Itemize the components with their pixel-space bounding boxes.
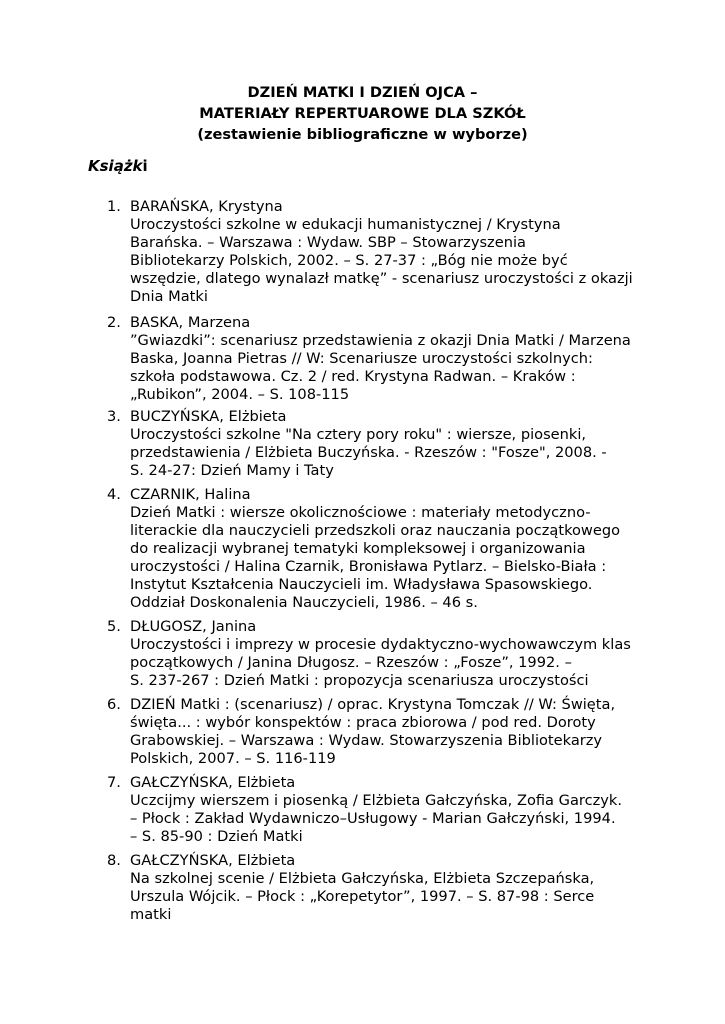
list-item-number: 5. (107, 618, 121, 635)
title-line-3: (zestawienie bibliograficzne w wyborze) (197, 126, 528, 143)
title-line-2: MATERIAŁY REPERTUAROWE DLA SZKÓŁ (199, 105, 526, 122)
section-heading-italic: Książk (88, 157, 143, 175)
list-item-author: BUCZYŃSKA, Elżbieta (130, 408, 287, 425)
title-line-1: DZIEŃ MATKI I DZIEŃ OJCA – (247, 84, 478, 101)
list-item-text-line: S. 24-27: Dzień Mamy i Taty (130, 462, 334, 479)
list-item-number: 2. (107, 314, 121, 331)
list-item-text-line: – Płock : Zakład Wydawniczo–Usługowy - Marian Gałczyński, 1994. (130, 810, 616, 827)
list-item-number: 4. (107, 486, 121, 503)
list-item-text-line: wszędzie, dlatego wynalazł matkę” - scenariusz uroczystości z okazji (130, 270, 633, 287)
list-item-text-line: święta... : wybór konspektów : praca zbiorowa / pod red. Doroty (130, 714, 596, 731)
list-item-number: 1. (107, 198, 121, 215)
list-item-text-line: Oddział Doskonalenia Nauczycieli, 1986. – 46 s. (130, 594, 478, 611)
list-item-number: 7. (107, 774, 121, 791)
list-item-number: 3. (107, 408, 121, 425)
list-item-text-line: Uczcijmy wierszem i piosenką / Elżbieta Gałczyńska, Zofia Garczyk. (130, 792, 622, 809)
list-item-text-line: matki (130, 906, 172, 923)
document-title (0, 82, 725, 145)
list-item-author: GAŁCZYŃSKA, Elżbieta (130, 774, 296, 791)
list-item-text-line: Bibliotekarzy Polskich, 2002. – S. 27-37 : „Bóg nie może być (130, 252, 568, 269)
list-item-text-line: Uroczystości szkolne w edukacji humanistycznej / Krystyna (130, 216, 561, 233)
list-item-author: CZARNIK, Halina (130, 486, 251, 503)
list-item-text-line: Dnia Matki (130, 288, 208, 305)
list-item-text-line: ”Gwiazdki”: scenariusz przedstawienia z okazji Dnia Matki / Marzena (130, 332, 631, 349)
list-item-text-line: początkowych / Janina Długosz. – Rzeszów : „Fosze”, 1992. – (130, 654, 572, 671)
list-item-text-line: Polskich, 2007. – S. 116-119 (130, 750, 336, 767)
list-item-text-line: uroczystości / Halina Czarnik, Bronisława Pytlarz. – Bielsko-Biała : (130, 558, 607, 575)
list-item-author: GAŁCZYŃSKA, Elżbieta (130, 852, 296, 869)
list-item-text-line: do realizacji wybranej tematyki kompleksowej i organizowania (130, 540, 586, 557)
list-item-author: DŁUGOSZ, Janina (130, 618, 257, 635)
list-item-text-line: Baska, Joanna Pietras // W: Scenariusze uroczystości szkolnych: (130, 350, 593, 367)
list-item-text-line: Uroczystości i imprezy w procesie dydaktyczno-wychowawczym klas (130, 636, 631, 653)
list-item-text-line: Dzień Matki : wiersze okolicznościowe : materiały metodyczno- (130, 504, 591, 521)
list-item-text-line: S. 237-267 : Dzień Matki : propozycja scenariusza uroczystości (130, 672, 589, 689)
list-item-text-line: szkoła podstawowa. Cz. 2 / red. Krystyna Radwan. – Kraków : (130, 368, 576, 385)
list-item-text-line: Barańska. – Warszawa : Wydaw. SBP – Stowarzyszenia (130, 234, 526, 251)
list-item-number: 6. (107, 696, 121, 713)
section-heading-rest: i (142, 157, 148, 175)
list-item-number: 8. (107, 852, 121, 869)
list-item-text-line: Uroczystości szkolne "Na cztery pory roku" : wiersze, piosenki, (130, 426, 587, 443)
list-item-text-line: – S. 85-90 : Dzień Matki (130, 828, 303, 845)
list-item-author: BARAŃSKA, Krystyna (130, 198, 283, 215)
section-heading-books (88, 155, 148, 177)
list-item-author: DZIEŃ Matki : (scenariusz) / oprac. Krystyna Tomczak // W: Święta, (130, 696, 616, 713)
list-item-text-line: Na szkolnej scenie / Elżbieta Gałczyńska, Elżbieta Szczepańska, (130, 870, 595, 887)
list-item-text-line: Grabowskiej. – Warszawa : Wydaw. Stowarzyszenia Bibliotekarzy (130, 732, 603, 749)
list-item-text-line: Urszula Wójcik. – Płock : „Korepetytor”, 1997. – S. 87-98 : Serce (130, 888, 595, 905)
list-item-author: BASKA, Marzena (130, 314, 251, 331)
list-item-text-line: literackie dla nauczycieli przedszkoli oraz nauczania początkowego (130, 522, 621, 539)
list-item-text-line: przedstawienia / Elżbieta Buczyńska. - Rzeszów : "Fosze", 2008. - (130, 444, 607, 461)
list-item-text-line: Instytut Kształcenia Nauczycieli im. Władysława Spasowskiego. (130, 576, 593, 593)
list-item-text-line: „Rubikon”, 2004. – S. 108-115 (130, 386, 350, 403)
